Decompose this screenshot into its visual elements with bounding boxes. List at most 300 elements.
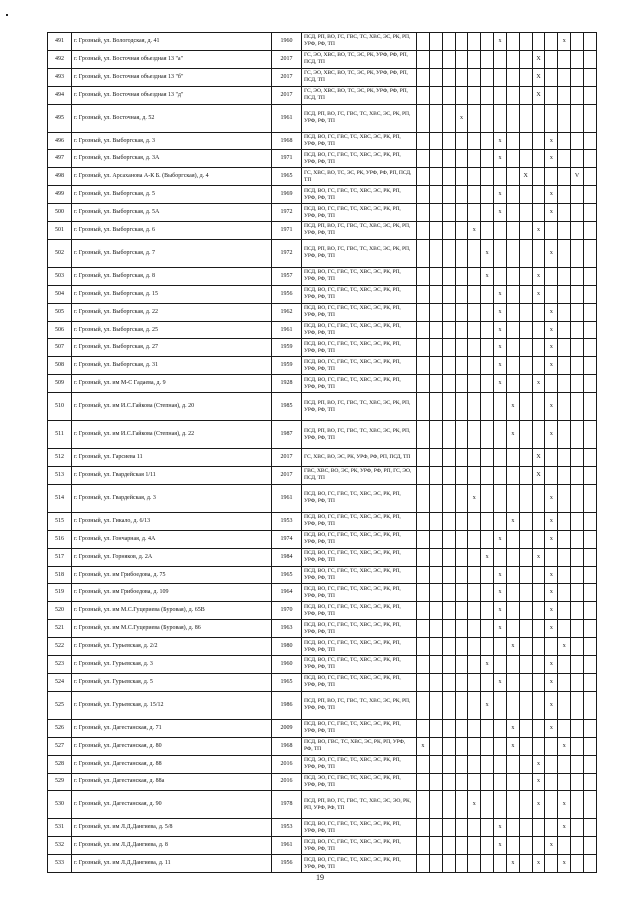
mark-cell (455, 548, 468, 566)
mark-cell: x (558, 855, 571, 873)
mark-cell (468, 204, 481, 222)
row-number-cell: 502 (48, 239, 72, 267)
mark-cell (468, 303, 481, 321)
mark-cell (519, 50, 532, 68)
mark-cell (583, 222, 596, 240)
mark-cell (532, 602, 545, 620)
mark-cell (583, 773, 596, 791)
mark-cell (506, 204, 519, 222)
mark-cell (494, 449, 507, 467)
mark-cell (583, 512, 596, 530)
mark-cell: x (545, 566, 558, 584)
mark-cell (429, 512, 442, 530)
mark-cell (455, 855, 468, 873)
mark-cell (571, 132, 584, 150)
mark-cell (417, 86, 430, 104)
mark-cell (455, 673, 468, 691)
mark-cell: x (532, 548, 545, 566)
year-built-cell: 1971 (272, 150, 302, 168)
table-row (48, 68, 597, 86)
mark-cell (519, 357, 532, 375)
mark-cell: x (545, 321, 558, 339)
mark-cell (519, 584, 532, 602)
mark-cell (455, 773, 468, 791)
mark-cell (481, 150, 494, 168)
mark-cell (532, 132, 545, 150)
mark-cell (583, 393, 596, 421)
mark-cell (583, 620, 596, 638)
mark-cell (494, 68, 507, 86)
mark-cell (417, 819, 430, 837)
mark-cell (468, 150, 481, 168)
mark-cell: X (532, 68, 545, 86)
row-number-cell: 518 (48, 566, 72, 584)
row-number-cell: 516 (48, 530, 72, 548)
mark-cell (481, 719, 494, 737)
mark-cell (481, 421, 494, 449)
mark-cell (506, 68, 519, 86)
mark-cell (481, 50, 494, 68)
mark-cell: x (494, 837, 507, 855)
mark-cell (571, 737, 584, 755)
mark-cell (519, 393, 532, 421)
mark-cell (455, 602, 468, 620)
mark-cell (481, 132, 494, 150)
year-built-cell: 1960 (272, 33, 302, 51)
mark-cell (571, 204, 584, 222)
mark-cell (583, 168, 596, 186)
mark-cell (417, 673, 430, 691)
services-cell: ПСД, ВО, ГС, ГВС, ТС, ХВС, ЭС, РК, РП, УРФ, РФ, ТП (302, 132, 417, 150)
table-row (48, 357, 597, 375)
mark-cell (583, 566, 596, 584)
row-number-cell: 508 (48, 357, 72, 375)
mark-cell (468, 548, 481, 566)
mark-cell (429, 421, 442, 449)
year-built-cell: 1961 (272, 321, 302, 339)
table-row (48, 855, 597, 873)
mark-cell (417, 375, 430, 393)
mark-cell (506, 267, 519, 285)
mark-cell (532, 104, 545, 132)
mark-cell (429, 86, 442, 104)
mark-cell (519, 566, 532, 584)
mark-cell (442, 773, 455, 791)
mark-cell (417, 791, 430, 819)
mark-cell (468, 755, 481, 773)
mark-cell (506, 168, 519, 186)
mark-cell (532, 719, 545, 737)
services-cell: ПСД, ВО, ГС, ГВС, ТС, ХВС, ЭС, РК, РП, УРФ, РФ, ТП (302, 566, 417, 584)
mark-cell (532, 673, 545, 691)
mark-cell (583, 104, 596, 132)
mark-cell (417, 512, 430, 530)
mark-cell (558, 285, 571, 303)
mark-cell (506, 819, 519, 837)
mark-cell (558, 449, 571, 467)
mark-cell (455, 239, 468, 267)
year-built-cell: 2017 (272, 467, 302, 485)
row-number-cell: 513 (48, 467, 72, 485)
mark-cell (468, 421, 481, 449)
mark-cell (558, 719, 571, 737)
mark-cell (558, 204, 571, 222)
mark-cell: x (506, 393, 519, 421)
mark-cell (455, 150, 468, 168)
mark-cell (442, 285, 455, 303)
mark-cell: x (545, 837, 558, 855)
services-cell: ПСД, ВО, ГС, ГВС, ТС, ХВС, ЭС, РК, РП, УРФ, РФ, ТП (302, 819, 417, 837)
mark-cell (481, 33, 494, 51)
mark-cell (532, 656, 545, 674)
mark-cell (571, 222, 584, 240)
mark-cell (429, 773, 442, 791)
address-cell: г. Грозный, ул. им Л.Д.Дангиева, д. 8 (72, 837, 272, 855)
mark-cell (571, 512, 584, 530)
mark-cell (481, 484, 494, 512)
mark-cell (455, 691, 468, 719)
year-built-cell: 2016 (272, 773, 302, 791)
mark-cell (506, 186, 519, 204)
address-cell: г. Грозный, ул. Горняков, д. 2А (72, 548, 272, 566)
mark-cell (455, 719, 468, 737)
mark-cell (481, 673, 494, 691)
mark-cell (429, 186, 442, 204)
mark-cell (558, 837, 571, 855)
address-cell: г. Грозный, ул. Выборгская, д. 25 (72, 321, 272, 339)
mark-cell (494, 50, 507, 68)
mark-cell (532, 239, 545, 267)
mark-cell: x (545, 673, 558, 691)
table-row (48, 512, 597, 530)
services-cell: ПСД, ЭО, ГС, ГВС, ТС, ХВС, ЭС, РК, РП, УРФ, РФ, ТП (302, 755, 417, 773)
mark-cell (442, 393, 455, 421)
mark-cell (417, 773, 430, 791)
mark-cell (558, 104, 571, 132)
address-cell: г. Грозный, ул. Гурьевская, д. 2/2 (72, 638, 272, 656)
mark-cell (558, 86, 571, 104)
mark-cell (571, 755, 584, 773)
mark-cell: V (571, 168, 584, 186)
mark-cell (429, 656, 442, 674)
mark-cell (429, 548, 442, 566)
mark-cell: x (558, 791, 571, 819)
address-cell: г. Грозный, ул. Выборгская, д. 7 (72, 239, 272, 267)
table-row (48, 303, 597, 321)
services-cell: ПСД, ВО, ГС, ГВС, ТС, ХВС, ЭС, РК, РП, УРФ, РФ, ТП (302, 285, 417, 303)
row-number-cell: 505 (48, 303, 72, 321)
year-built-cell: 1978 (272, 791, 302, 819)
mark-cell: x (468, 791, 481, 819)
mark-cell (468, 819, 481, 837)
mark-cell (558, 530, 571, 548)
mark-cell: x (455, 104, 468, 132)
services-cell: ПСД, РП, ВО, ГС, ГВС, ТС, ХВС, ЭС, ЭО, РК, РП, УРФ, РФ, ТП (302, 791, 417, 819)
mark-cell (506, 357, 519, 375)
row-number-cell: 528 (48, 755, 72, 773)
mark-cell (468, 737, 481, 755)
year-built-cell: 1928 (272, 375, 302, 393)
mark-cell (532, 484, 545, 512)
mark-cell (429, 584, 442, 602)
mark-cell (442, 68, 455, 86)
mark-cell (532, 321, 545, 339)
mark-cell: x (532, 755, 545, 773)
mark-cell (468, 104, 481, 132)
mark-cell (429, 566, 442, 584)
mark-cell (583, 449, 596, 467)
mark-cell (455, 393, 468, 421)
mark-cell: x (545, 512, 558, 530)
mark-cell (532, 33, 545, 51)
mark-cell (468, 321, 481, 339)
row-number-cell: 514 (48, 484, 72, 512)
table-row (48, 321, 597, 339)
services-cell: ПСД, ВО, ГС, ГВС, ТС, ХВС, ЭС, РК, РП, УРФ, РФ, ТП (302, 303, 417, 321)
mark-cell (468, 50, 481, 68)
mark-cell (571, 584, 584, 602)
mark-cell (455, 566, 468, 584)
mark-cell (558, 620, 571, 638)
year-built-cell: 1968 (272, 132, 302, 150)
table-row (48, 837, 597, 855)
table-row (48, 421, 597, 449)
mark-cell (455, 204, 468, 222)
services-cell: ПСД, ВО, ГС, ГВС, ТС, ХВС, ЭС, РК, РП, УРФ, РФ, ТП (302, 321, 417, 339)
mark-cell (506, 375, 519, 393)
services-cell: ПСД, ВО, ГС, ГВС, ТС, ХВС, ЭС, РК, РП, УРФ, РФ, ТП (302, 357, 417, 375)
mark-cell: x (532, 773, 545, 791)
row-number-cell: 496 (48, 132, 72, 150)
mark-cell (545, 548, 558, 566)
table-row (48, 132, 597, 150)
mark-cell (519, 773, 532, 791)
mark-cell (506, 620, 519, 638)
mark-cell (558, 239, 571, 267)
mark-cell (442, 104, 455, 132)
mark-cell (481, 222, 494, 240)
mark-cell (455, 530, 468, 548)
mark-cell (532, 530, 545, 548)
mark-cell (481, 339, 494, 357)
services-cell: ПСД, ВО, ГС, ГВС, ТС, ХВС, ЭС, РК, РП, УРФ, РФ, ТП (302, 673, 417, 691)
mark-cell: x (494, 620, 507, 638)
mark-cell (442, 584, 455, 602)
mark-cell (519, 691, 532, 719)
services-cell: ПСД, ВО, ГС, ГВС, ТС, ХВС, ЭС, РК, РП, УРФ, РФ, ТП (302, 548, 417, 566)
mark-cell (468, 584, 481, 602)
row-number-cell: 529 (48, 773, 72, 791)
mark-cell (417, 285, 430, 303)
mark-cell: x (494, 819, 507, 837)
mark-cell (532, 186, 545, 204)
table-row (48, 791, 597, 819)
mark-cell: X (532, 50, 545, 68)
mark-cell (583, 321, 596, 339)
table-row (48, 239, 597, 267)
row-number-cell: 498 (48, 168, 72, 186)
mark-cell (481, 755, 494, 773)
table-row (48, 620, 597, 638)
mark-cell (429, 737, 442, 755)
row-number-cell: 532 (48, 837, 72, 855)
table-row (48, 584, 597, 602)
mark-cell (468, 186, 481, 204)
mark-cell (506, 449, 519, 467)
mark-cell (506, 530, 519, 548)
mark-cell (442, 837, 455, 855)
row-number-cell: 525 (48, 691, 72, 719)
mark-cell (519, 239, 532, 267)
mark-cell (481, 86, 494, 104)
mark-cell: x (532, 375, 545, 393)
table-row (48, 566, 597, 584)
table-row (48, 267, 597, 285)
mark-cell (583, 584, 596, 602)
mark-cell (506, 673, 519, 691)
mark-cell (571, 357, 584, 375)
mark-cell (583, 819, 596, 837)
mark-cell (481, 393, 494, 421)
mark-cell (417, 467, 430, 485)
mark-cell (506, 150, 519, 168)
year-built-cell: 2016 (272, 755, 302, 773)
mark-cell (506, 321, 519, 339)
mark-cell (545, 68, 558, 86)
services-cell: ПСД, РП, ВО, ГС, ГВС, ТС, ХВС, ЭС, РК, РП, УРФ, РФ, ТП (302, 421, 417, 449)
mark-cell (442, 638, 455, 656)
mark-cell (519, 755, 532, 773)
services-cell: ПСД, ВО, ГС, ГВС, ТС, ХВС, ЭС, РК, РП, УРФ, РФ, ТП (302, 204, 417, 222)
mark-cell: x (558, 33, 571, 51)
mark-cell (455, 303, 468, 321)
mark-cell (506, 303, 519, 321)
table-row (48, 150, 597, 168)
mark-cell (583, 285, 596, 303)
mark-cell (494, 467, 507, 485)
mark-cell (532, 620, 545, 638)
mark-cell (571, 602, 584, 620)
mark-cell (494, 656, 507, 674)
table-row (48, 638, 597, 656)
mark-cell (481, 584, 494, 602)
year-built-cell: 1972 (272, 239, 302, 267)
mark-cell (481, 104, 494, 132)
services-cell: ПСД, ЭО, ГС, ГВС, ТС, ХВС, ЭС, РК, РП, УРФ, РФ, ТП (302, 773, 417, 791)
mark-cell (571, 104, 584, 132)
mark-cell (571, 267, 584, 285)
mark-cell: x (545, 339, 558, 357)
mark-cell (468, 855, 481, 873)
mark-cell (481, 321, 494, 339)
mark-cell (429, 691, 442, 719)
mark-cell (442, 339, 455, 357)
mark-cell (583, 239, 596, 267)
mark-cell (417, 222, 430, 240)
mark-cell (532, 566, 545, 584)
mark-cell (494, 222, 507, 240)
mark-cell (571, 548, 584, 566)
row-number-cell: 517 (48, 548, 72, 566)
mark-cell (558, 357, 571, 375)
mark-cell (545, 773, 558, 791)
mark-cell (417, 584, 430, 602)
mark-cell (442, 566, 455, 584)
address-cell: г. Грозный, ул. Выборгская, д. 31 (72, 357, 272, 375)
mark-cell (532, 421, 545, 449)
mark-cell (468, 375, 481, 393)
mark-cell (442, 267, 455, 285)
mark-cell (571, 530, 584, 548)
mark-cell (481, 375, 494, 393)
mark-cell: x (481, 691, 494, 719)
table-row (48, 86, 597, 104)
mark-cell (417, 303, 430, 321)
mark-cell (519, 673, 532, 691)
mark-cell: x (545, 132, 558, 150)
mark-cell (506, 86, 519, 104)
address-cell: г. Грозный, ул. Выборгская, д. 22 (72, 303, 272, 321)
mark-cell: x (494, 566, 507, 584)
mark-cell (519, 620, 532, 638)
mark-cell (506, 33, 519, 51)
mark-cell: X (532, 86, 545, 104)
mark-cell (481, 449, 494, 467)
mark-cell: x (494, 204, 507, 222)
mark-cell: x (494, 33, 507, 51)
year-built-cell: 1961 (272, 104, 302, 132)
mark-cell (558, 132, 571, 150)
mark-cell (442, 132, 455, 150)
housing-register-table (47, 32, 597, 873)
mark-cell (532, 339, 545, 357)
mark-cell (583, 467, 596, 485)
mark-cell (417, 837, 430, 855)
mark-cell (442, 530, 455, 548)
mark-cell (442, 186, 455, 204)
mark-cell (558, 339, 571, 357)
mark-cell (455, 819, 468, 837)
mark-cell (468, 239, 481, 267)
mark-cell (442, 602, 455, 620)
mark-cell (583, 638, 596, 656)
services-cell: ПСД, РП, ВО, ГС, ГВС, ТС, ХВС, ЭС, РК, РП, УРФ, РФ, ТП (302, 222, 417, 240)
address-cell: г. Грозный, ул. Выборгская, д. 3А (72, 150, 272, 168)
address-cell: г. Грозный, ул. Выборгская, д. 6 (72, 222, 272, 240)
address-cell: г. Грозный, ул. Гурьевская, д. 15/12 (72, 691, 272, 719)
mark-cell (519, 449, 532, 467)
mark-cell (417, 691, 430, 719)
mark-cell (455, 375, 468, 393)
mark-cell: x (506, 737, 519, 755)
mark-cell (558, 584, 571, 602)
table-row (48, 222, 597, 240)
address-cell: г. Грозный, ул. Гончарная, д. 4А (72, 530, 272, 548)
mark-cell (558, 484, 571, 512)
mark-cell (545, 791, 558, 819)
services-cell: ПСД, ВО, ГС, ГВС, ТС, ХВС, ЭС, РК, РП, УРФ, РФ, ТП (302, 719, 417, 737)
mark-cell (455, 837, 468, 855)
mark-cell (519, 548, 532, 566)
mark-cell (506, 773, 519, 791)
row-number-cell: 507 (48, 339, 72, 357)
mark-cell (571, 673, 584, 691)
mark-cell (571, 375, 584, 393)
row-number-cell: 515 (48, 512, 72, 530)
mark-cell (417, 421, 430, 449)
mark-cell (442, 548, 455, 566)
mark-cell (442, 150, 455, 168)
